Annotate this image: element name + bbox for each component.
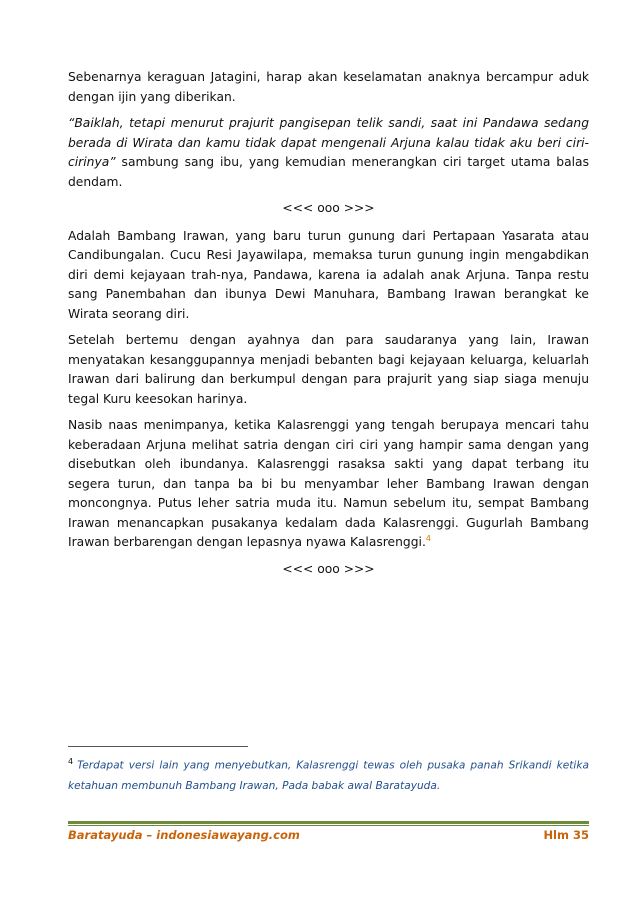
footnote-text: Terdapat versi lain yang menyebutkan, Kalasrenggi tewas oleh pusaka panah Srikandi ketika ketahuan membunuh Bambang Irawan, Pada babak awal Baratayuda.: [68, 759, 589, 792]
page-footer: [68, 828, 589, 842]
paragraph-2-rest: sambung sang ibu, yang kemudian menerangkan ciri target utama balas dendam.: [68, 155, 589, 189]
paragraph-2: [68, 114, 589, 192]
paragraph-5-text: Nasib naas menimpanya, ketika Kalasrenggi yang tengah berupaya mencari tahu keberadaan Arjuna melihat satria dengan ciri ciri yang hampir sama dengan yang disebutkan oleh ibundanya. Kalasrenggi rasaksa sakti yang dapat terbang itu segera turun, dan tanpa ba bi bu menyambar leher Bambang Irawan dengan moncongnya. Putus leher satria muda itu. Namun sebelum itu, sempat Bambang Irawan menancapkan pusakanya kedalam dada Kalasrenggi. Gugurlah Bambang Irawan berbarengan dengan lepasnya nyawa Kalasrenggi.: [68, 418, 589, 549]
footnote: [68, 752, 589, 796]
footer-rule: [68, 821, 589, 824]
paragraph-1: Sebenarnya keraguan Jatagini, harap akan keselamatan anaknya bercampur aduk dengan ijin yang diberikan.: [68, 70, 589, 104]
page-number: Hlm 35: [543, 828, 589, 842]
paragraph-4: Setelah bertemu dengan ayahnya dan para saudaranya yang lain, Irawan menyatakan kesanggupannya menjadi bebanten bagi kejayaan keluarga, keluarlah Irawan dari balirung dan berkumpul dengan para prajurit yang siap siaga menuju tegal Kuru keesokan harinya.: [68, 333, 589, 406]
footnote-divider: [68, 746, 248, 747]
footer-rule-thin: [68, 825, 589, 826]
footer-source: Baratayuda – indonesiawayang.com: [68, 828, 300, 842]
footnote-reference[interactable]: 4: [425, 533, 431, 543]
paragraph-5: [68, 416, 589, 553]
page-body: [68, 68, 589, 587]
section-separator-2: <<< ooo >>>: [282, 561, 375, 576]
paragraph-3: Adalah Bambang Irawan, yang baru turun gunung dari Pertapaan Yasarata atau Candibungalan. Cucu Resi Jayawilapa, memaksa turun gunung ingin mengabdikan diri demi kejayaan trah-nya, Pandawa, karena ia adalah anak Arjuna. Tanpa restu sang Panembahan dan ibunya Dewi Manuhara, Bambang Irawan berangkat ke Wirata seorang diri.: [68, 228, 589, 321]
footnote-mark: 4: [68, 757, 74, 766]
section-separator: <<< ooo >>>: [282, 201, 375, 215]
paragraph-2-quote: “Baiklah, tetapi menurut prajurit pangisepan telik sandi, saat ini Pandawa sedang berada di Wirata dan kamu tidak dapat mengenali Arjuna kalau tidak aku beri ciri-cirinya”: [68, 116, 589, 169]
